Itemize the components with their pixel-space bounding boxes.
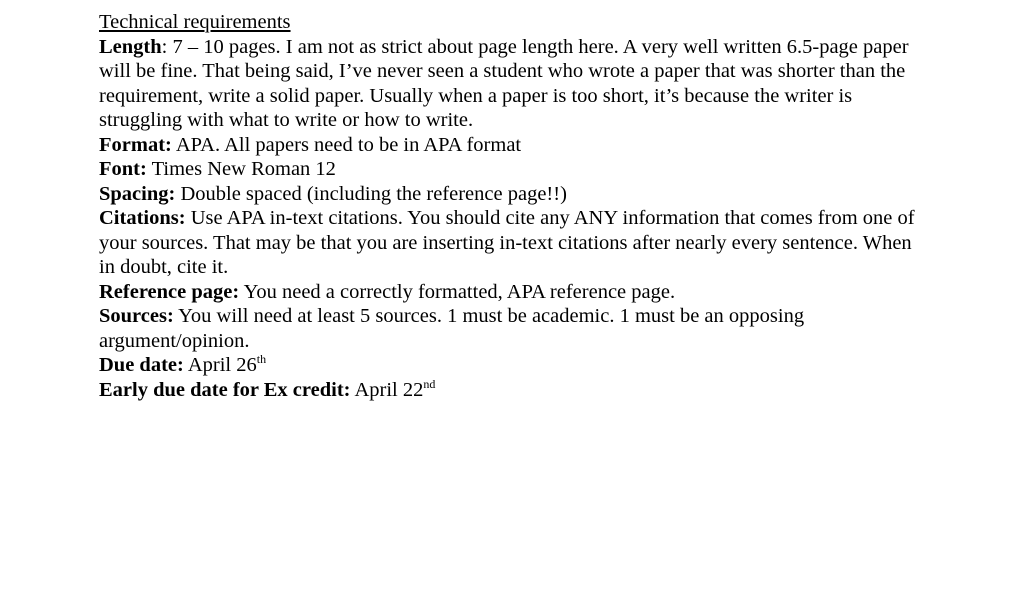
section-heading: Technical requirements [99,11,291,33]
citations-text: Use APA in-text citations. You should cite any ANY information that comes from one of your sources. That may be that you are inserting in-text citations after nearly every sentence. When in doubt, cite it. [99,207,915,278]
early-due-date-text: April 22 [354,378,424,401]
length-requirement [99,35,929,133]
length-separator: : [161,35,173,58]
spacing-text: Double spaced (including the reference page!!) [180,182,567,205]
early-due-date-requirement [99,378,929,403]
reference-page-text: You need a correctly formatted, APA reference page. [243,280,676,303]
spacing-requirement [99,182,929,207]
spacing-label: Spacing: [99,182,176,205]
due-date-suffix: th [256,352,267,366]
due-date-text: April 26 [187,354,257,376]
sources-label: Sources: [99,305,174,327]
due-date-requirement [99,353,929,378]
sources-text: You will need at least 5 sources. 1 must be academic. 1 must be an opposing argument/opinion. [99,305,805,352]
early-due-date-label: Early due date for Ex credit: [99,378,351,401]
sources-requirement [99,304,929,353]
length-label: Length [99,35,162,58]
font-requirement [99,157,929,182]
due-date-label: Due date: [99,354,184,376]
reference-page-label: Reference page: [99,280,240,303]
citations-label: Citations: [99,207,186,229]
early-due-date-suffix: nd [423,376,436,391]
font-label: Font: [99,158,147,180]
length-text: 7 – 10 pages. I am not as strict about page length here. A very well written 6.5-page paper will be fine. That being said, I’ve never seen a student who wrote a paper that was shorter than the requirement, write a solid paper. Usually when a paper is too short, it’s because the writer is struggling with what to write or how to write. [99,35,909,131]
format-label: Format: [99,133,172,156]
reference-page-requirement [99,280,929,305]
format-text: APA. All papers need to be in APA format [175,133,522,156]
format-requirement [99,133,929,158]
citations-requirement [99,206,929,280]
font-text: Times New Roman 12 [151,158,336,180]
document-body [99,10,929,402]
